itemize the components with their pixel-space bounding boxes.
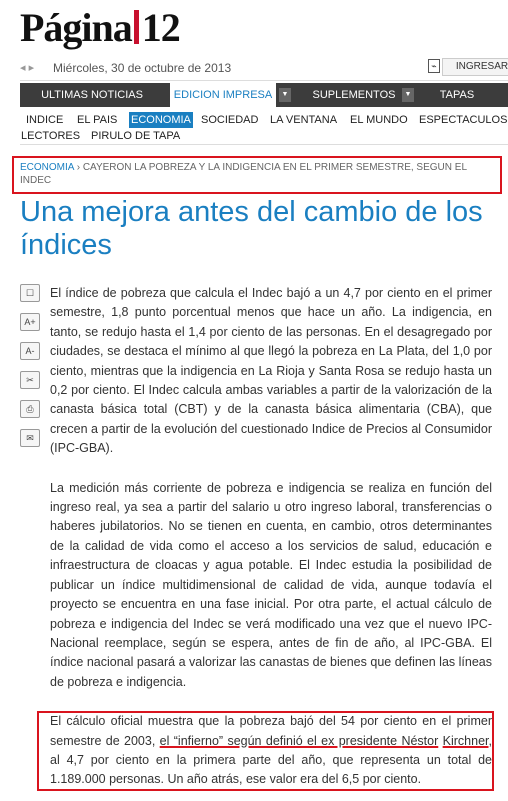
article-paragraph: El índice de pobreza que calcula el Indec bajó a un 4,7 por ciento en el primer semestre, 1,8 punto porcentual menos que hace un año. La indigencia, en tanto, se redujo hasta el 1,4 por ciento de las personas. En el desagregado por ciudades, se destaca el mínimo al que llegó la pobreza en La Plata, del 1,0 por ciento, mientras que la indigencia en La Rioja y Santa Rosa se redujo hasta un 0,2 por ciento. El Indec calcula ambas variables a partir de la valorización de la canasta básica total (CBT) y de la canasta básica alimentaria (CBA), que crecen a partir de la evolución del cuestionado Indice de Precios al Consumidor (IPC-GBA). — [50, 286, 492, 456]
subnav-economia[interactable]: ECONOMIA — [131, 114, 191, 126]
paragraph-text: El cálculo oficial muestra que la pobreza bajó del 54 por ciento en el primer semestre de 2003, — [50, 714, 492, 748]
chevron-down-icon[interactable]: ▼ — [402, 88, 414, 102]
highlight-box — [37, 711, 494, 791]
edition-date: Miércoles, 30 de octubre de 2013 — [53, 61, 232, 75]
share-icon[interactable]: ✂ — [20, 371, 40, 389]
paragraph-text: , al 4,7 por ciento en la primera parte del año, que representa un total de 1.189.000 personas. Un año atrás, ese valor era del 6,5 por ciento. — [50, 733, 492, 787]
subnav-sociedad[interactable]: SOCIEDAD — [201, 114, 259, 126]
breadcrumb-current: CAYERON LA POBREZA Y LA INDIGENCIA EN EL PRIMER SEMESTRE, SEGUN EL INDEC — [20, 162, 467, 186]
article-tools — [20, 284, 42, 458]
article-paragraph: La medición más corriente de pobreza e indigencia se realiza en función del ingreso real, ya sea a partir del salario u otro ingreso laboral, transferencias o haberes jubilatorios. No se tienen en cuenta, en cambio, otros determinantes de la calidad de vida como el acceso a los servicios de salud, educación e infraestructura de cloacas y agua potable. El Indec estudia la posibilidad de publicar un índice multidimensional de calidad de vida, aunque todavía el proyecto se encuentra en una fase inicial. Por otra parte, el actual cálculo de pobreza e indigencia del Indec se verá modificado una vez que el nuevo IPC-Nacional reemplace, según se espera, antes de fin de año, al IPC-GBA. El índice nacional pasará a valorizar las canastas de bienes que definen las líneas de pobreza e indigencia. — [50, 480, 492, 689]
subnav-espectaculos[interactable]: ESPECTACULOS — [419, 114, 508, 126]
underlined-name: Kirchner — [442, 733, 489, 748]
main-navigation — [20, 83, 508, 107]
subnav-el-pais[interactable]: EL PAIS — [77, 114, 118, 126]
login-button[interactable]: INGRESAR — [442, 58, 508, 76]
nav-tapas[interactable]: TAPAS — [439, 89, 475, 101]
nav-suplementos[interactable]: SUPLEMENTOS — [312, 89, 396, 101]
section-navigation — [20, 109, 508, 145]
site-logo[interactable] — [20, 6, 180, 50]
date-nav-arrows-icon[interactable]: ◂ ▸ — [20, 62, 35, 74]
underlined-quote: el “infierno” según definió el ex presidente Néstor — [159, 733, 439, 748]
comment-icon[interactable]: ☐ — [20, 284, 40, 302]
subnav-la-ventana[interactable]: LA VENTANA — [270, 114, 338, 126]
breadcrumb-separator: › — [76, 162, 81, 173]
logo-bar — [134, 10, 139, 44]
rss-icon[interactable]: ⌁ — [428, 59, 440, 73]
email-icon[interactable]: ✉ — [20, 429, 40, 447]
font-decrease-icon[interactable]: A- — [20, 342, 40, 360]
subnav-indice[interactable]: INDICE — [26, 114, 64, 126]
nav-edicion-impresa[interactable]: EDICION IMPRESA — [170, 83, 276, 107]
print-icon[interactable]: ⎙ — [20, 400, 40, 418]
logo-text-right: 12 — [141, 5, 180, 50]
logo-text-left: Página — [20, 5, 132, 50]
nav-ultimas-noticias[interactable]: ULTIMAS NOTICIAS — [41, 89, 143, 101]
breadcrumb-section-link[interactable]: ECONOMIA — [20, 162, 74, 173]
article-headline: Una mejora antes del cambio de los índices — [20, 196, 483, 261]
date-bar — [20, 57, 508, 81]
subnav-el-mundo[interactable]: EL MUNDO — [350, 114, 408, 126]
subnav-pirulo-de-tapa[interactable]: PIRULO DE TAPA — [91, 130, 181, 142]
subnav-lectores[interactable]: LECTORES — [21, 130, 81, 142]
chevron-down-icon[interactable]: ▼ — [279, 88, 291, 102]
font-increase-icon[interactable]: A+ — [20, 313, 40, 331]
breadcrumb — [12, 156, 502, 194]
